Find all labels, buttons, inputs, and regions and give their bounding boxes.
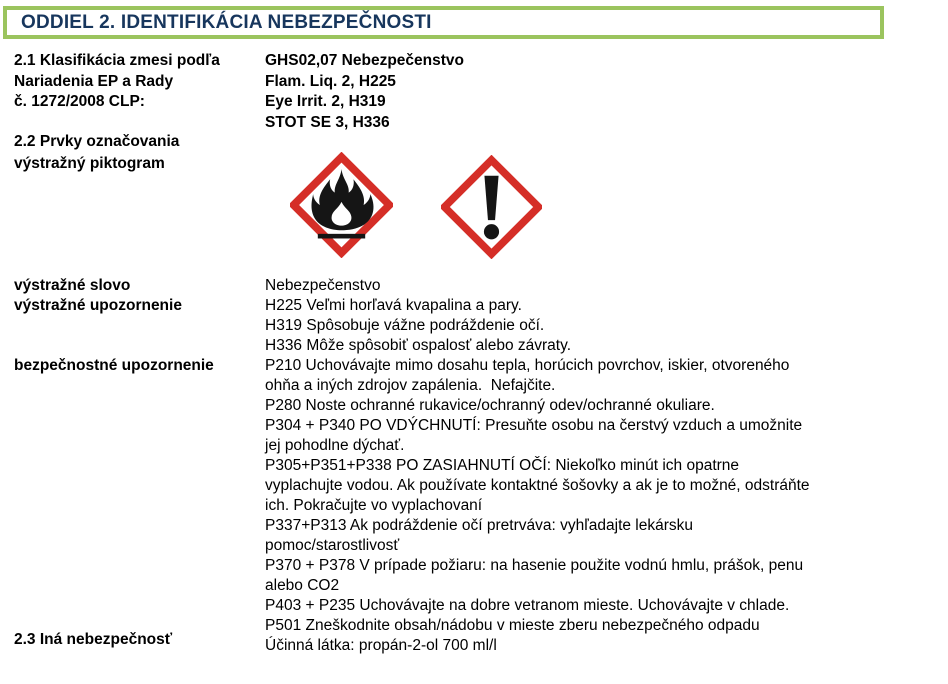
precaution-line-p305-1: P305+P351+P338 PO ZASIAHNUTÍ OČÍ: Niekoľko minút ich opatrne [265, 457, 740, 474]
precaution-line-p501: P501 Zneškodnite obsah/nádobu v mieste zberu nebezpečného odpadu [265, 617, 760, 634]
ghs07-exclamation-pictogram-icon [441, 155, 542, 259]
other-hazard-value: Účinná látka: propán-2-ol 700 ml/l [265, 637, 497, 654]
hazard-statements-label: výstražné upozornenie [14, 297, 182, 314]
classification-value-line-3: Eye Irrit. 2, H319 [265, 93, 386, 110]
precaution-line-p304-1: P304 + P340 PO VDÝCHNUTÍ: Presuňte osobu na čerstvý vzduch a umožnite [265, 417, 803, 434]
precaution-line-p370-2: alebo CO2 [265, 577, 340, 594]
precaution-line-p403: P403 + P235 Uchovávajte na dobre vetranom mieste. Uchovávajte v chlade. [265, 597, 790, 614]
classification-value-line-2: Flam. Liq. 2, H225 [265, 73, 396, 90]
hazard-statement-h319: H319 Spôsobuje vážne podráždenie očí. [265, 317, 545, 334]
hazard-statement-h225: H225 Veľmi horľavá kvapalina a pary. [265, 297, 522, 314]
precaution-line-p337-2: pomoc/starostlivosť [265, 537, 400, 554]
classification-label-line-2: Nariadenia EP a Rady [14, 73, 174, 90]
precaution-line-p305-3: ich. Pokračujte vo vyplachovaní [265, 497, 483, 514]
precaution-line-p305-2: vyplachujte vodou. Ak používate kontaktné šošovky a ak je to možné, odstráňte [265, 477, 810, 494]
precaution-line-p280: P280 Noste ochranné rukavice/ochranný odev/ochranné okuliare. [265, 397, 715, 414]
ghs02-flame-pictogram-icon [290, 152, 393, 258]
classification-label-line-1: 2.1 Klasifikácia zmesi podľa [14, 52, 220, 69]
classification-value-line-4: STOT SE 3, H336 [265, 114, 390, 131]
signal-word-value: Nebezpečenstvo [265, 277, 381, 294]
labeling-heading: 2.2 Prvky označovania [14, 133, 180, 150]
classification-label-line-3: č. 1272/2008 CLP: [14, 93, 145, 110]
hazard-statement-h336: H336 Môže spôsobiť ospalosť alebo závraty. [265, 337, 572, 354]
precaution-statements-label: bezpečnostné upozornenie [14, 357, 214, 374]
classification-value-line-1: GHS02,07 Nebezpečenstvo [265, 52, 465, 69]
precaution-line-p370-1: P370 + P378 V prípade požiaru: na hasenie použite vodnú hmlu, prášok, penu [265, 557, 804, 574]
other-hazard-label: 2.3 Iná nebezpečnosť [14, 631, 173, 648]
precaution-line-p304-2: jej pohodlne dýchať. [265, 437, 405, 454]
signal-word-label: výstražné slovo [14, 277, 131, 294]
section-header-box [3, 6, 884, 39]
section-header-title: ODDIEL 2. IDENTIFIKÁCIA NEBEZPEČNOSTI [21, 11, 432, 33]
pictogram-label: výstražný piktogram [14, 155, 165, 172]
precaution-line-p210-1: P210 Uchovávajte mimo dosahu tepla, horúcich povrchov, iskier, otvoreného [265, 357, 790, 374]
precaution-line-p210-2: ohňa a iných zdrojov zapálenia. Nefajčite. [265, 377, 556, 394]
precaution-line-p337-1: P337+P313 Ak podráždenie očí pretrváva: vyhľadajte lekársku [265, 517, 694, 534]
